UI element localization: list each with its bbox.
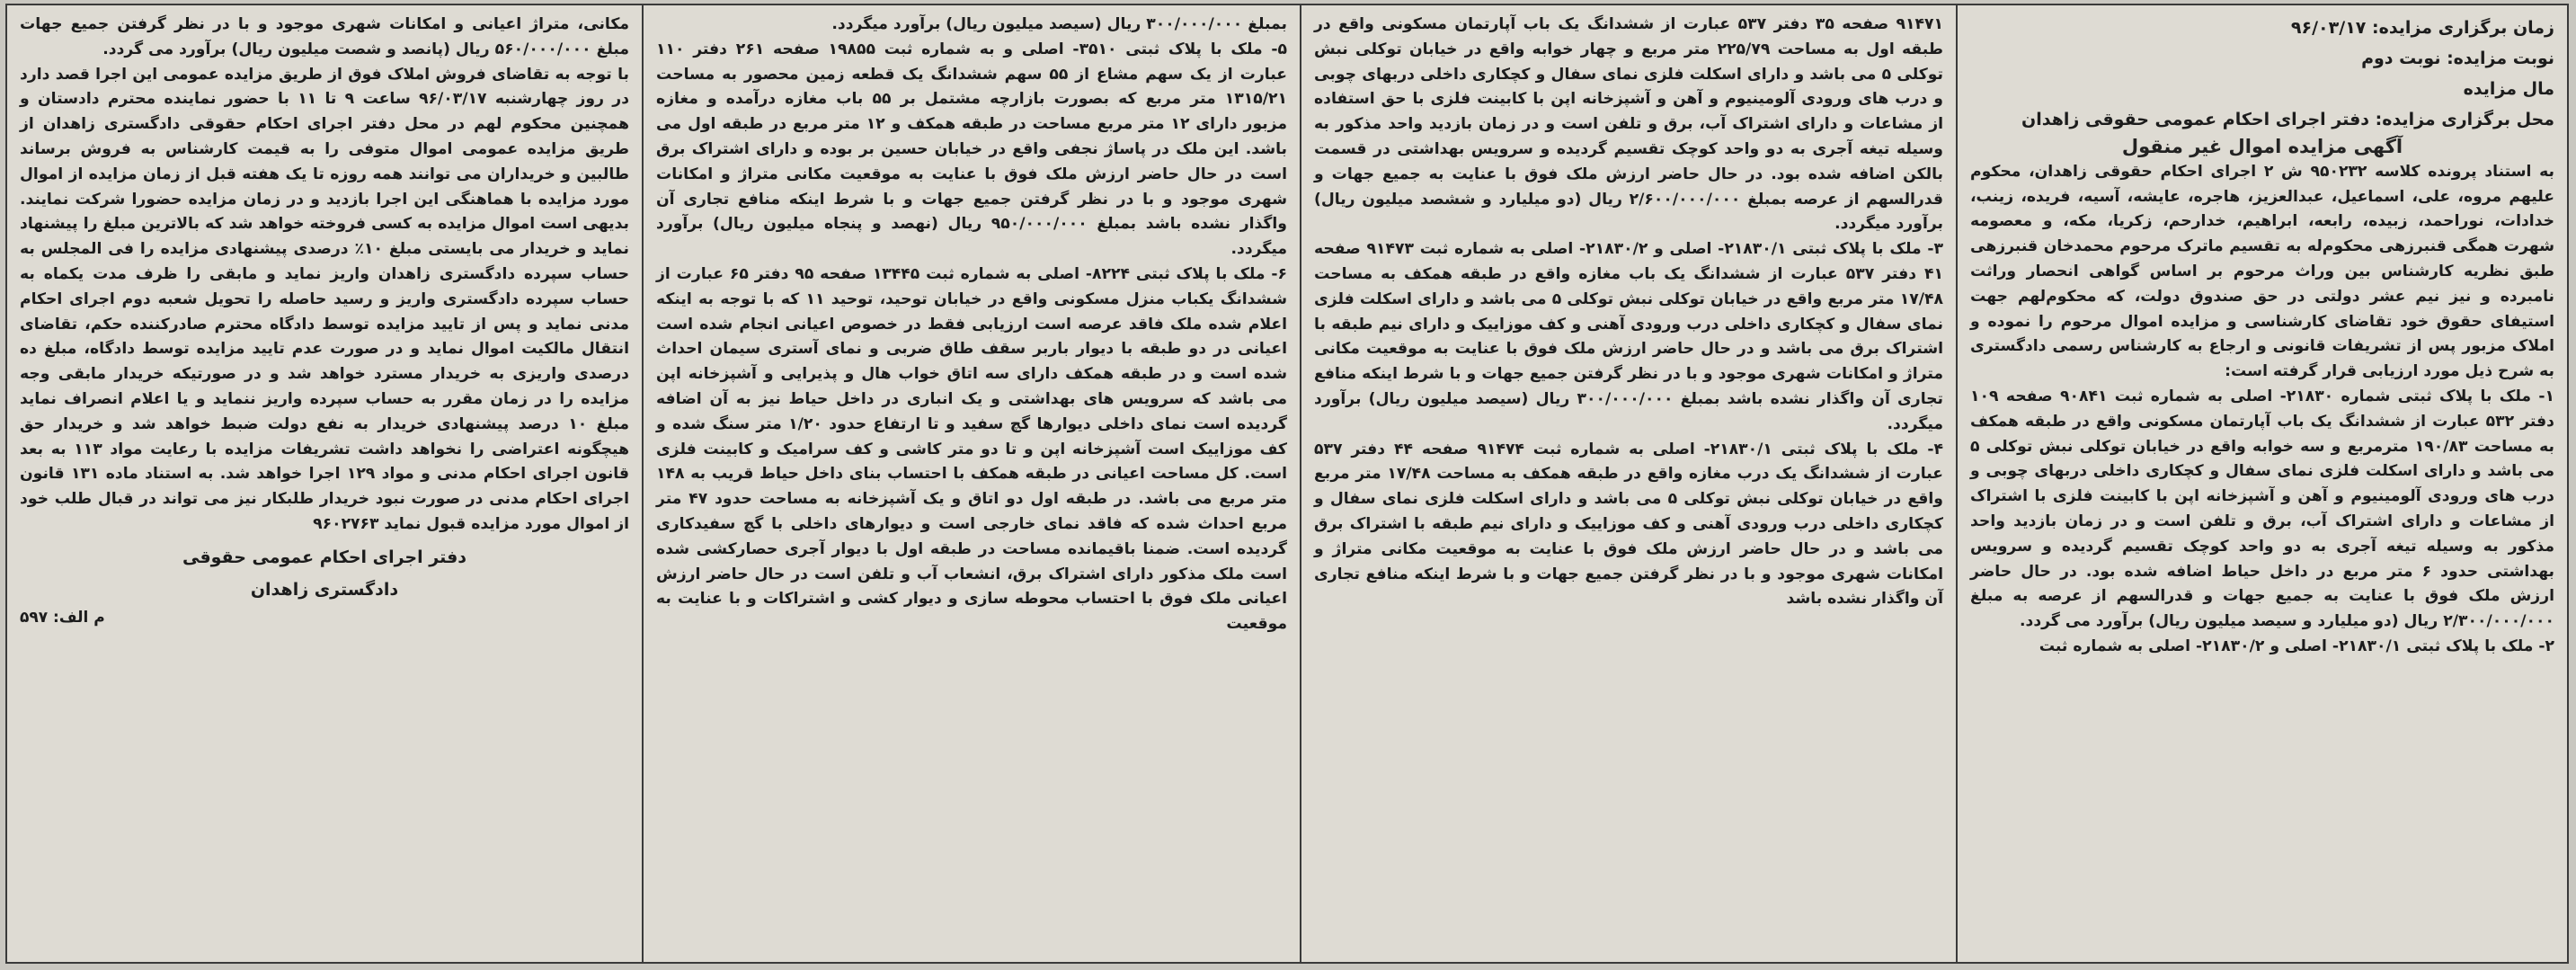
- column-4: [7, 5, 642, 962]
- column-2: [1300, 5, 1956, 962]
- auction-terms: با توجه به تقاضای فروش املاک فوق از طریق مزایده عمومی این اجرا قصد دارد در روز چهارشنبه ۹۶/۰۳/۱۷ ساعت ۹ تا ۱۱ با حضور نماینده محترم دادستان و همچنین محکوم لهم در محل دفتر اجرای احکام حقوقی دادگستری زاهدان از طریق مزایده عمومی اموال متوفی را به قیمت کارشناس به فروش برساند طالبین و خریداران می توانند همه روزه تا یک هفته قبل از زمان مزایده از اموال مورد مزایده با هماهنگی این اجرا بازدید و در زمان مزایده حضورا شرکت نمایند. بدیهی است اموال مزایده به کسی فروخته خواهد شد که بالاترین مبلغ را پیشنهاد نماید و خریدار می بایستی مبلغ ۱۰٪ درصدی پیشنهادی مزایده را فی المجلس به حساب سپرده دادگستری زاهدان واریز نماید و مابقی را ظرف مدت یکماه به حساب سپرده دادگستری واریز و رسید حاصله را تحویل شعبه دوم اجرای احکام مدنی نماید و پس از تایید مزایده توسط دادگاه محترم صادرکننده حکم، تقاضای انتقال مالکیت اموال نماید و در صورت عدم تایید مزایده توسط دادگاه، مبلغ ده درصدی واریزی به خریدار مسترد خواهد شد و در صورتیکه خریدار مابقی وجه مزایده را در زمان مقرر به حساب سپرده واریز ننماید و یا اعلام انصراف نماید مبلغ ۱۰ درصد پیشنهادی خریدار به نفع دولت ضبط خواهد شد و خریدار حق هیچگونه اعتراضی را نخواهد داشت تشریفات مزایده با رعایت مواد ۱۱۳ به بعد قانون اجرای احکام مدنی و مواد ۱۲۹ اجرا خواهد شد. به استناد ماده ۱۳۱ قانون اجرای احکام مدنی در صورت نبود خریدار طلبکار نیز می تواند در قبال طلب خود از اموال مورد مزایده قبول نماید ۹۶۰۲۷۶۳: [20, 65, 630, 533]
- property-2-cont: ۹۱۴۷۱ صفحه ۳۵ دفتر ۵۳۷ عبارت از ششدانگ یک باب آپارتمان مسکونی واقع در طبقه اول به مساحت ۲۲۵/۷۹ متر مربع و چهار خوابه واقع در خیابان توکلی نبش توکلی ۵ می باشد و دارای اسکلت فلزی نمای سفال و کچکاری داخلی دربهای چوبی و درب های ورودی آلومینیوم و آهن و آشپزخانه اپن با کابینت فلزی با حق استفاده از مشاعات و دارای اشتراک آب، برق و تلفن است و در زمان بازدید واحد مذکور به وسیله تیغه آجری به دو واحد کوچک تقسیم گردیده و سرویس بهداشتی در قسمت بالکن اضافه شده بود. در حال حاضر ارزش ملک فوق با عنایت به جمیع جهات و قدرالسهم از عرصه بمبلغ ۲/۶۰۰/۰۰۰/۰۰۰ ریال (دو میلیارد و ششصد میلیون ریال) برآورد میگردد.: [1314, 15, 1943, 234]
- signature-court: دادگستری زاهدان: [250, 579, 399, 600]
- property-2-start: ۲- ملک با پلاک ثبتی ۲۱۸۳۰/۱- اصلی و ۲۱۸۳۰/۲- اصلی به شماره ثبت: [2039, 636, 2554, 655]
- auction-item: مال مزایده: [2463, 79, 2554, 99]
- property-3: ۳- ملک با پلاک ثبتی ۲۱۸۳۰/۱- اصلی و ۲۱۸۳۰/۲- اصلی به شماره ثبت ۹۱۴۷۳ صفحه ۴۱ دفتر ۵۳۷ عبارت از ششدانگ یک باب مغازه واقع در طبقه همکف به مساحت ۱۷/۴۸ متر مربع واقع در خیابان توکلی نبش توکلی ۵ می باشد و دارای اسکلت فلزی نمای سفال و کچکاری داخلی درب ورودی آهنی و کف موزاییک و دارای نیم طبقه با اشتراک برق می باشد و در حال حاضر ارزش ملک فوق با عنایت به موقعیت مکانی متراژ و امکانات شهری موجود و با در نظر گرفتن جمیع جهات و با شرط اینکه منافع تجاری آن واگذار نشده باشد بمبلغ ۳۰۰/۰۰۰/۰۰۰ ریال (سیصد میلیون ریال) برآورد میگردد.: [1314, 240, 1944, 433]
- column-1: [1956, 5, 2567, 962]
- notice-headline: آگهی مزایده اموال غیر منقول: [2121, 136, 2403, 157]
- auction-notice: [5, 4, 2569, 964]
- property-6: ۶- ملک با پلاک ثبتی ۸۲۲۴- اصلی به شماره ثبت ۱۳۴۴۵ صفحه ۹۵ دفتر ۶۵ عبارت از ششدانگ یکباب منزل مسکونی واقع در خیابان توحید، توحید ۱۱ که با توجه به اینکه اعلام شده ملک فاقد عرصه است ارزیابی فقط در خصوص اعیانی انجام شده است اعیانی در دو طبقه با دیوار باربر سقف طاق ضربی و نمای آستری سیمان احداث شده است و در طبقه همکف دارای سه اتاق خواب هال و پذیرایی و آشپزخانه اپن می باشد که سرویس های بهداشتی و یک انباری در داخل حیاط نیز به آن اضافه گردیده است نمای داخلی دیوارها گچ سفید و تا ارتفاع حدود ۱/۲۰ متر سنگ شده و کف موزاییک است آشپزخانه اپن و تا دو متر کاشی و کف سرامیک و کابینت فلزی است. کل مساحت اعیانی در طبقه همکف با احتساب بنای داخل حیاط قریب به ۱۴۸ متر مربع می باشد. در طبقه اول دو اتاق و یک آشپزخانه به مساحت حدود ۴۷ متر مربع احداث شده که فاقد نمای خارجی است و دیوارهای داخلی با گچ سفیدکاری گردیده است. ضمنا باقیمانده مساحت در طبقه اول با دیوار آجری حصارکشی شده است ملک مذکور دارای اشتراک برق، انشعاب آب و تلفن است در حال حاضر ارزش اعیانی ملک فوق با احتساب محوطه سازی و دیوار کشی و اشتراکات و با عنایت به موقعیت: [656, 264, 1287, 634]
- column-3: [642, 5, 1300, 962]
- auction-venue: محل برگزاری مزایده: دفتر اجرای احکام عمومی حقوقی زاهدان: [2021, 110, 2554, 129]
- reference-number: م الف: ۵۹۷: [20, 608, 105, 627]
- property-6-cont: مکانی، متراژ اعیانی و امکانات شهری موجود و با در نظر گرفتن جمیع جهات مبلغ ۵۶۰/۰۰۰/۰۰۰ ریال (پانصد و شصت میلیون ریال) برآورد می گردد.: [20, 15, 629, 58]
- property-4-cont: بمبلغ ۳۰۰/۰۰۰/۰۰۰ ریال (سیصد میلیون ریال) برآورد میگردد.: [831, 15, 1287, 33]
- property-1: ۱- ملک با پلاک ثبتی شماره ۲۱۸۳۰- اصلی به شماره ثبت ۹۰۸۴۱ صفحه ۱۰۹ دفتر ۵۳۲ عبارت از ششدانگ یک باب آپارتمان مسکونی واقع در طبقه همکف به مساحت ۱۹۰/۸۳ مترمربع و سه خوابه واقع در خیابان توکلی نبش توکلی ۵ می باشد و دارای اسکلت فلزی نمای سفال و کچکاری داخلی دربهای چوبی و درب های ورودی آلومینیوم و آهن و آشپزخانه اپن با کابینت فلزی با اشتراک از مشاعات و دارای اشتراک آب، برق و تلفن است و در زمان بازدید واحد مذکور به وسیله تیغه آجری به دو واحد کوچک تقسیم گردیده و سرویس بهداشتی حدود ۶ متر مربع در داخل حیاط اضافه شده بود. در حال حاضر ارزش ملک فوق با عنایت به جمیع جهات و قدرالسهم از عرصه به مبلغ ۲/۳۰۰/۰۰۰/۰۰۰ ریال (دو میلیارد و سیصد میلیون ریال) برآورد می گردد.: [1970, 387, 2554, 631]
- auction-date: زمان برگزاری مزایده: ۹۶/۰۳/۱۷: [2290, 18, 2554, 38]
- signature-office: دفتر اجرای احکام عمومی حقوقی: [182, 547, 467, 567]
- property-5: ۵- ملک با پلاک ثبتی ۳۵۱۰- اصلی و به شماره ثبت ۱۹۸۵۵ صفحه ۲۶۱ دفتر ۱۱۰ عبارت از یک سهم مشاع از ۵۵ سهم ششدانگ یک قطعه زمین محصور به مساحت ۱۳۱۵/۲۱ متر مربع که بصورت بازارچه مشتمل بر ۵۵ باب مغازه درآمده و مغازه مزبور دارای ۱۲ متر مربع مساحت در طبقه همکف و ۱۲ متر مربع در طبقه اول می باشد. این ملک در پاساژ نجفی واقع در خیابان حسین بر بوده و دارای اشتراک برق است در حال حاضر ارزش ملک فوق با عنایت به موقعیت مکانی متراژ و امکانات شهری موجود و با در نظر گرفتن جمیع جهات و با شرط اینکه منافع تجاری آن واگذار نشده باشد بمبلغ ۹۵۰/۰۰۰/۰۰۰ ریال (نهصد و پنجاه میلیون ریال) برآورد میگردد.: [656, 40, 1288, 259]
- auction-round: نوبت مزایده: نوبت دوم: [2361, 49, 2554, 68]
- intro-paragraph: به استناد پرونده کلاسه ۹۵۰۲۳۲ ش ۲ اجرای احکام حقوقی زاهدان، محکوم علیهم مروه، علی، اسماعیل، عبدالعزیز، هاجره، عایشه، آسیه، فریده، زینب، خدادات، نوراحمد، زبیده، رابعه، ابراهیم، خدارحم، زکریا، مکه، و معصومه شهرت همگی قنبرزهی محکوم‌له به تقسیم ماترک مرحوم محمدخان قنبرزهی طبق نظریه کارشناس بین وراث مرحوم بر اساس گواهی انحصار وراثت نامبرده و نیز نیم عشر دولتی در حق صندوق دولت، که محکوم‌لهم جهت استیفای حقوق خود تقاضای کارشناسی و مزایده اموال مرحوم را نموده و املاک مزبور پس از تشریفات قانونی و ارجاع به کارشناس رسمی دادگستری به شرح ذیل مورد ارزیابی قرار گرفته است:: [1970, 162, 2555, 381]
- property-4: ۴- ملک با پلاک ثبتی ۲۱۸۳۰/۱- اصلی به شماره ثبت ۹۱۴۷۴ صفحه ۴۴ دفتر ۵۳۷ عبارت از ششدانگ یک درب مغازه واقع در طبقه همکف به مساحت ۱۷/۴۸ متر مربع واقع در خیابان توکلی نبش توکلی ۵ می باشد و دارای اسکلت فلزی نمای سفال و کچکاری داخلی درب ورودی آهنی و کف موزاییک و دارای نیم طبقه با اشتراک برق می باشد و در حال حاضر ارزش ملک فوق با عنایت به موقعیت مکانی متراژ و امکانات شهری موجود و با در نظر گرفتن جمیع جهات و با شرط اینکه منافع تجاری آن واگذار نشده باشد: [1314, 440, 1943, 609]
